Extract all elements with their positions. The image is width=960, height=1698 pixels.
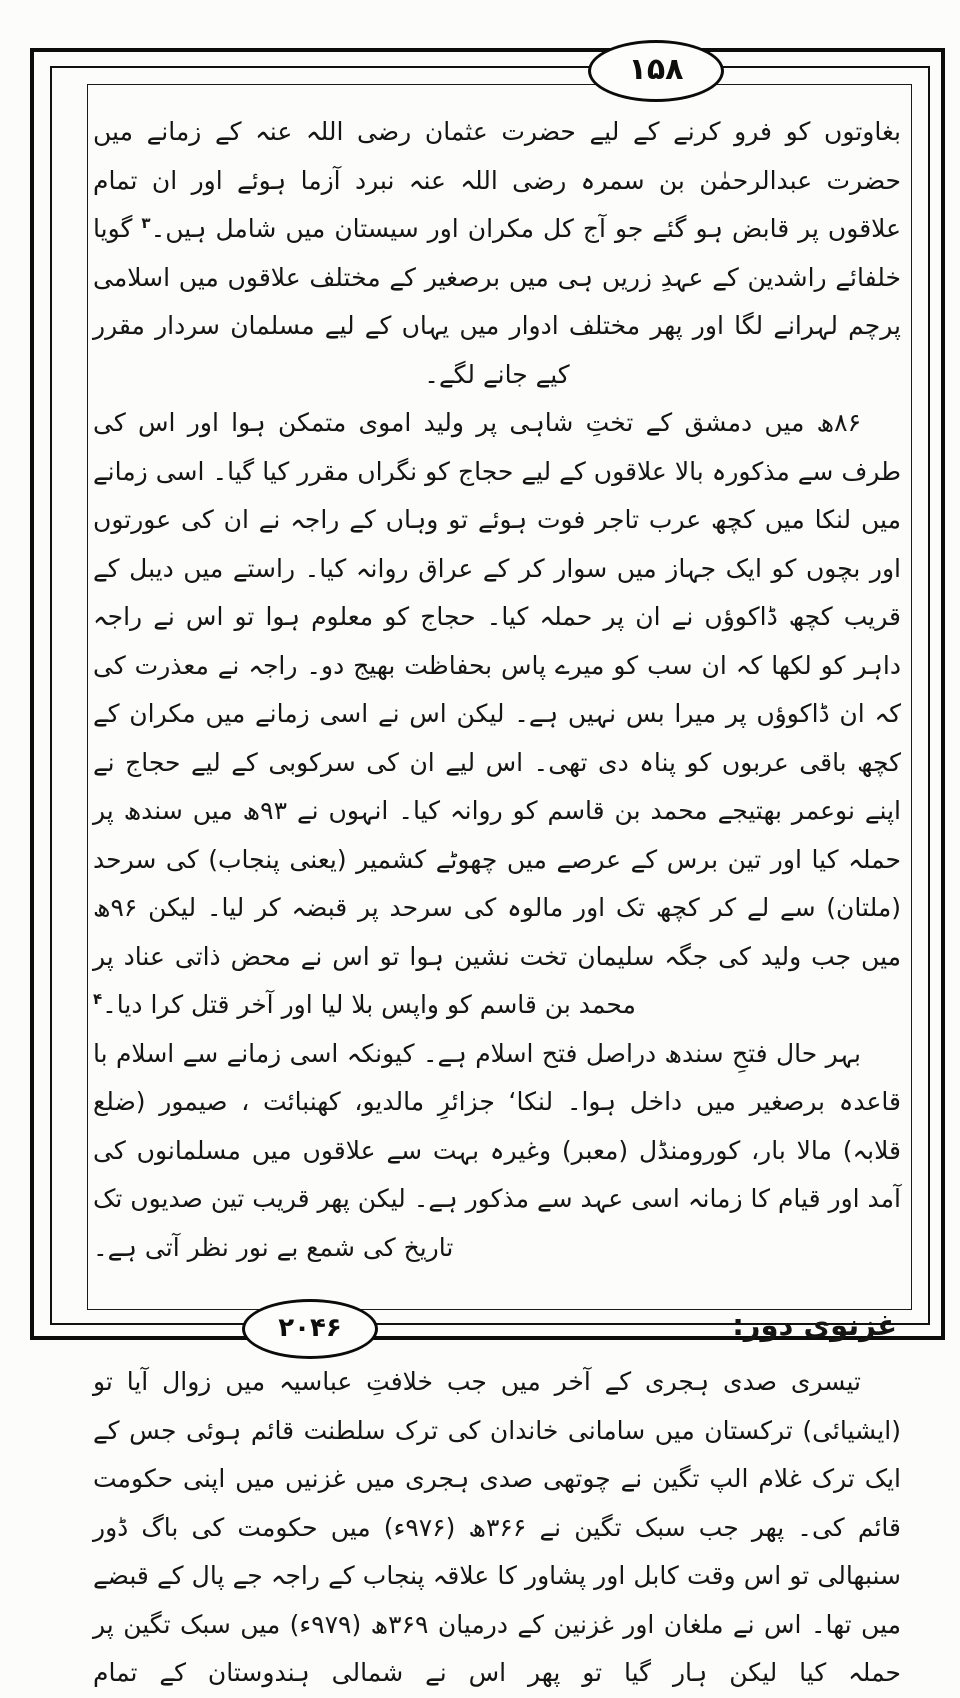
paragraph-text: ۸۶ھ میں دمشق کے تختِ شاہی پر ولید اموی متمکن ہوا اور اس کی طرف سے مذکورہ بالا علاقوں کے لیے حجاج کو نگراں مقرر کیا گیا۔ اسی زمانے میں لنکا میں کچھ عرب تاجر فوت ہوئے تو وہاں کے راجہ نے ان کی عورتوں اور بچوں کو ایک جہاز میں سوار کر کے عراق روانہ کیا۔ راستے میں دیبل کے قریب کچھ ڈاکوؤں نے ان پر حملہ کیا۔ حجاج کو معلوم ہوا تو اس نے راجہ داہر کو لکھا کہ ان سب کو میرے پاس بحفاظت بھیج دو۔ راجہ نے معذرت کی کہ ان ڈاکوؤں پر میرا بس نہیں ہے۔ لیکن اس نے اسی زمانے میں مکران کے کچھ باقی عربوں کو پناہ دی تھی۔ اس لیے ان کی سرکوبی کے لیے حجاج نے اپنے نوعمر بھتیجے محمد بن قاسم کو روانہ کیا۔ انہوں نے ۹۳ھ میں سندھ پر حملہ کیا اور تین برس کے عرصے میں چھوٹے کشمیر (یعنی پنجاب) کی سرحد (ملتان) سے لے کر کچھ تک اور مالوہ کی سرحد پر قبضہ کر لیا۔ لیکن ۹۶ھ میں جب ولید کی جگہ سلیمان تخت نشین ہوا تو اس نے محض ذاتی عناد پر محمد بن قاسم کو واپس بلا لیا اور آخر قتل کرا دیا۔ [93, 408, 901, 1019]
page-text-block [93, 108, 901, 1698]
paragraph-ghaznavi-era: تیسری صدی ہجری کے آخر میں جب خلافتِ عباسیہ میں زوال آیا تو (ایشیائی) ترکستان میں سامانی خاندان کی ترک سلطنت قائم ہوئی جس کے ایک ترک غلام الپ تگین نے چوتھی صدی ہجری میں غزنیں میں اپنی حکومت قائم کی۔ پھر جب سبک تگین نے ۳۶۶ھ (۹۷۶ء) میں حکومت کی باگ ڈور سنبھالی تو اس وقت کابل اور پشاور کا علاقہ پنجاب کے راجہ جے پال کے قبضے میں تھا۔ اس نے ملغان اور غزنین کے درمیان ۳۶۹ھ (۹۷۹ء) میں سبک تگین پر حملہ کیا لیکن ہار گیا تو پھر اس نے شمالی ہندوستان کے تمام [93, 1367, 902, 1687]
section-heading-ghaznavi-period: غزنوی دور: [732, 1308, 897, 1342]
paragraph-text: گویا خلفائے راشدین کے عہدِ زریں ہی میں برصغیر کے مختلف علاقوں میں اسلامی پرچم لہرانے لگا اور پھر مختلف ادوار میں یہاں کے لیے مسلمان سردار مقرر کیے جانے لگے۔ [93, 214, 901, 389]
footnote-marker-3: ۳ [141, 214, 151, 232]
serial-number-cartouche [242, 1299, 378, 1359]
serial-number: ۲۰۴۶ [278, 1313, 342, 1343]
page-number-cartouche [588, 40, 724, 102]
paragraph-text: بغاوتوں کو فرو کرنے کے لیے حضرت عثمان رضی اللہ عنہ کے زمانے میں حضرت عبدالرحمٰن بن سمرہ رضی اللہ عنہ نبرد آزما ہوئے اور ان تمام علاقوں پر قابض ہو گئے جو آج کل مکران اور سیستان میں شامل ہیں۔ [93, 117, 901, 243]
paragraph-rashidun-era [93, 108, 901, 399]
footnote-marker-4: ۴ [93, 990, 103, 1008]
page-number: ۱۵۸ [628, 52, 684, 87]
paragraph-fath-e-sindh: بہر حال فتحِ سندھ دراصل فتح اسلام ہے۔ کیونکہ اسی زمانے سے اسلام با قاعدہ برصغیر میں داخل ہوا۔ لنکا‘ جزائرِ مالدیو، کھنبائت ، صیمور (ضلع قلابہ) مالا بار، کورومنڈل (معبر) وغیرہ بہت سے علاقوں میں مسلمانوں کی آمد اور قیام کا زمانہ اسی عہد سے مذکور ہے۔ لیکن پھر قریب تین صدیوں تک تاریخ کی شمع بے نور نظر آتی ہے۔ [93, 1038, 901, 1262]
paragraph-muhammad-bin-qasim [93, 399, 901, 1030]
